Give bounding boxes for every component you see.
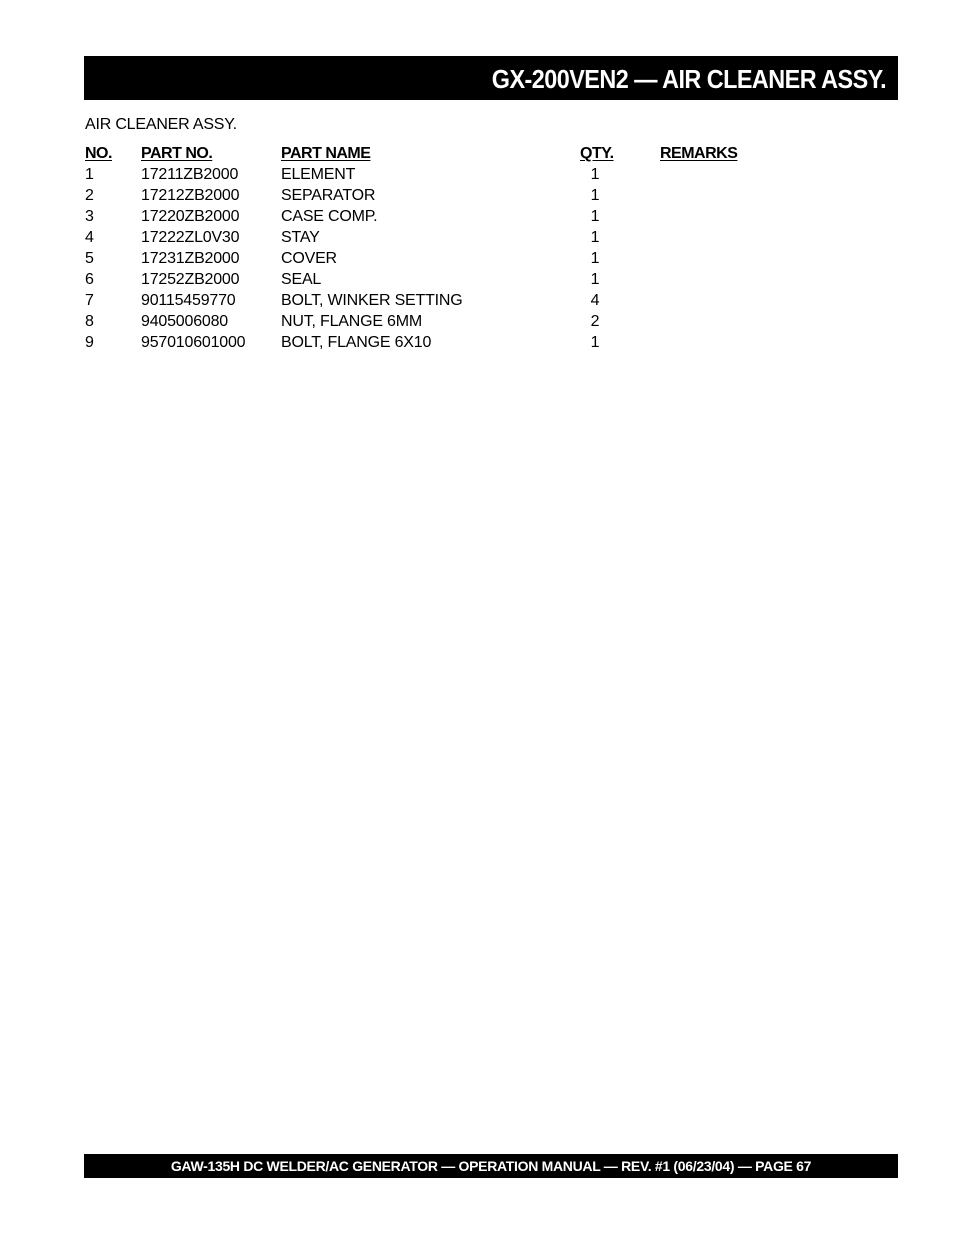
table-row <box>85 290 785 311</box>
cell-qty: 1 <box>590 187 600 204</box>
page-footer-bar <box>84 1154 898 1178</box>
column-header-no: NO. <box>85 145 112 162</box>
cell-part-no: 17231ZB2000 <box>141 250 240 267</box>
cell-qty: 1 <box>590 229 600 246</box>
cell-part-name: NUT, FLANGE 6MM <box>281 313 423 330</box>
column-header-remarks: REMARKS <box>660 145 738 162</box>
cell-no: 9 <box>85 334 94 351</box>
cell-no: 4 <box>85 229 94 246</box>
cell-part-no: 9405006080 <box>141 313 228 330</box>
cell-part-name: COVER <box>281 250 337 267</box>
cell-part-no: 17211ZB2000 <box>141 166 239 183</box>
table-row <box>85 269 785 290</box>
cell-part-no: 90115459770 <box>141 292 236 309</box>
cell-part-no: 17222ZL0V30 <box>141 229 240 246</box>
table-row <box>85 206 785 227</box>
column-header-part-no: PART NO. <box>141 145 213 162</box>
cell-no: 7 <box>85 292 94 309</box>
cell-no: 2 <box>85 187 94 204</box>
cell-part-name: ELEMENT <box>281 166 356 183</box>
cell-no: 1 <box>85 166 94 183</box>
table-row <box>85 311 785 332</box>
section-title: AIR CLEANER ASSY. <box>85 116 237 133</box>
cell-part-name: STAY <box>281 229 320 246</box>
table-row <box>85 248 785 269</box>
table-row <box>85 227 785 248</box>
page-footer-text: GAW-135H DC WELDER/AC GENERATOR — OPERATION MANUAL — REV. #1 (06/23/04) — PAGE 67 <box>170 1158 812 1174</box>
column-header-part-name: PART NAME <box>281 145 371 162</box>
cell-part-no: 17252ZB2000 <box>141 271 240 288</box>
cell-part-no: 957010601000 <box>141 334 246 351</box>
page-header-bar <box>84 56 898 100</box>
cell-no: 8 <box>85 313 94 330</box>
cell-qty: 1 <box>590 166 600 183</box>
table-row <box>85 332 785 353</box>
parts-table <box>85 143 785 353</box>
table-row <box>85 185 785 206</box>
cell-part-name: SEPARATOR <box>281 187 376 204</box>
cell-qty: 1 <box>590 250 600 267</box>
table-header-row <box>85 143 785 164</box>
cell-part-name: SEAL <box>281 271 322 288</box>
table-row <box>85 164 785 185</box>
cell-part-name: CASE COMP. <box>281 208 378 225</box>
cell-qty: 1 <box>590 208 600 225</box>
cell-part-name: BOLT, FLANGE 6X10 <box>281 334 432 351</box>
cell-part-name: BOLT, WINKER SETTING <box>281 292 463 309</box>
cell-part-no: 17220ZB2000 <box>141 208 240 225</box>
cell-qty: 2 <box>590 313 600 330</box>
page-title: GX-200VEN2 — AIR CLEANER ASSY. <box>491 64 886 94</box>
cell-no: 5 <box>85 250 94 267</box>
cell-qty: 4 <box>590 292 600 309</box>
column-header-qty: QTY. <box>580 145 614 162</box>
cell-qty: 1 <box>590 271 600 288</box>
cell-no: 6 <box>85 271 94 288</box>
cell-part-no: 17212ZB2000 <box>141 187 240 204</box>
cell-no: 3 <box>85 208 94 225</box>
cell-qty: 1 <box>590 334 600 351</box>
